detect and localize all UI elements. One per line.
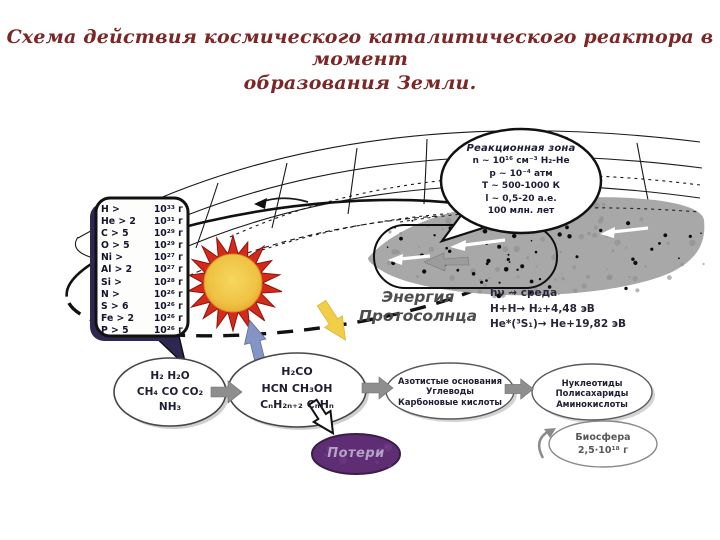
element-symbol: Si > (101, 276, 122, 288)
element-mass: 10³³ г (153, 204, 183, 215)
element-mass: 10²⁷ г (153, 252, 183, 264)
element-symbol: O > 5 (101, 240, 130, 252)
reaction-zone-text (443, 143, 599, 217)
reaction-zone-line: n ~ 10¹⁶ см⁻³ H₂-He (472, 156, 570, 167)
photochemistry-text (490, 286, 660, 333)
stage4-line: Аминокислоты (556, 398, 628, 409)
sun-core (204, 254, 262, 312)
element-row (101, 301, 183, 313)
stage1-text (114, 369, 226, 416)
element-mass: 10²⁷ г (153, 264, 183, 276)
element-symbol: Ni > (101, 252, 123, 264)
stage2-line: H₂CO (281, 365, 313, 378)
element-mass-list (101, 204, 183, 337)
element-row (101, 264, 183, 276)
element-row (101, 325, 183, 337)
stage1-line: NH₃ (158, 401, 182, 413)
stage4-text (532, 378, 652, 409)
element-mass: 10²⁶ г (153, 288, 183, 300)
protosun-energy-line1: Энергия (381, 288, 455, 306)
stage2-line: HCN CH₃OH (261, 381, 333, 395)
element-mass: 10²⁹ г (153, 228, 183, 240)
element-symbol: Al > 2 (101, 264, 133, 276)
reaction-zone-line: 100 млн. лет (487, 206, 555, 217)
element-row (101, 289, 183, 301)
element-symbol: H > (101, 204, 120, 215)
slide-title-line1: Схема действия космического каталитического реактора в момент (6, 26, 714, 70)
mesh-arrow-head (254, 198, 267, 209)
element-row (101, 252, 183, 264)
element-mass: 10²⁸ г (153, 276, 183, 288)
stage3-line: Углеводы (425, 386, 475, 397)
sun (188, 236, 282, 332)
biosphere-line2: 2,5·10¹⁸ г (577, 444, 629, 456)
photochemistry-line: Н+Н→ Н₂+4,48 эВ (490, 302, 595, 315)
element-symbol: N > (101, 288, 120, 300)
photochemistry-line: hν ⇝ среда (490, 287, 558, 299)
element-mass: 10²⁶ г (153, 312, 183, 324)
stage3-text (386, 376, 514, 407)
photochemistry-line: Не*(³S₁)→ Не+19,82 эВ (490, 318, 627, 330)
biosphere-text (551, 432, 655, 457)
losses-label: Потери (327, 446, 385, 461)
stage1-line: CH₄ CO CO₂ (136, 385, 204, 398)
slide-title-line2: образования Земли. (243, 72, 477, 94)
element-mass: 10³¹ г (153, 216, 183, 228)
element-row (101, 228, 183, 240)
element-symbol: He > 2 (101, 216, 136, 228)
stage4-line: Нуклеотиды (561, 378, 623, 388)
stage4-line: Полисахариды (555, 388, 629, 399)
element-mass: 10²⁹ г (153, 240, 183, 252)
element-row (101, 204, 183, 216)
stage2-line: CₙH₂ₙ₊₂ CₙHₙ (260, 398, 334, 411)
biosphere-line1: Биосфера (575, 432, 631, 443)
stage1-line: H₂ H₂O (150, 370, 190, 382)
reaction-zone-line: Т ~ 500-1000 К (481, 181, 560, 192)
element-row (101, 240, 183, 252)
reaction-zone-line: p ~ 10⁻⁴ атм (489, 168, 553, 179)
stage3-line: Азотистые основания (397, 376, 503, 386)
protosun-energy-label (343, 288, 493, 326)
stage3-line: Карбоновые кислоты (398, 396, 502, 407)
element-row (101, 216, 183, 228)
reaction-zone-line: l ~ 0,5-20 а.е. (485, 193, 557, 204)
element-mass: 10²⁶ г (153, 300, 183, 312)
element-symbol: Fe > 2 (101, 312, 135, 324)
element-row (101, 277, 183, 289)
element-symbol: C > 5 (101, 228, 129, 240)
stage2-text (230, 364, 364, 414)
blue-up-arrow (239, 318, 270, 362)
protosun-energy-line2: Протосолнца (358, 307, 478, 325)
element-symbol: P > 5 (101, 324, 129, 336)
reaction-zone-title: Реакционная зона (466, 143, 576, 154)
biosphere-arrow-shaft (539, 431, 549, 458)
element-symbol: S > 6 (101, 300, 129, 312)
element-row (101, 313, 183, 325)
element-mass: 10²⁶ г (153, 324, 183, 336)
